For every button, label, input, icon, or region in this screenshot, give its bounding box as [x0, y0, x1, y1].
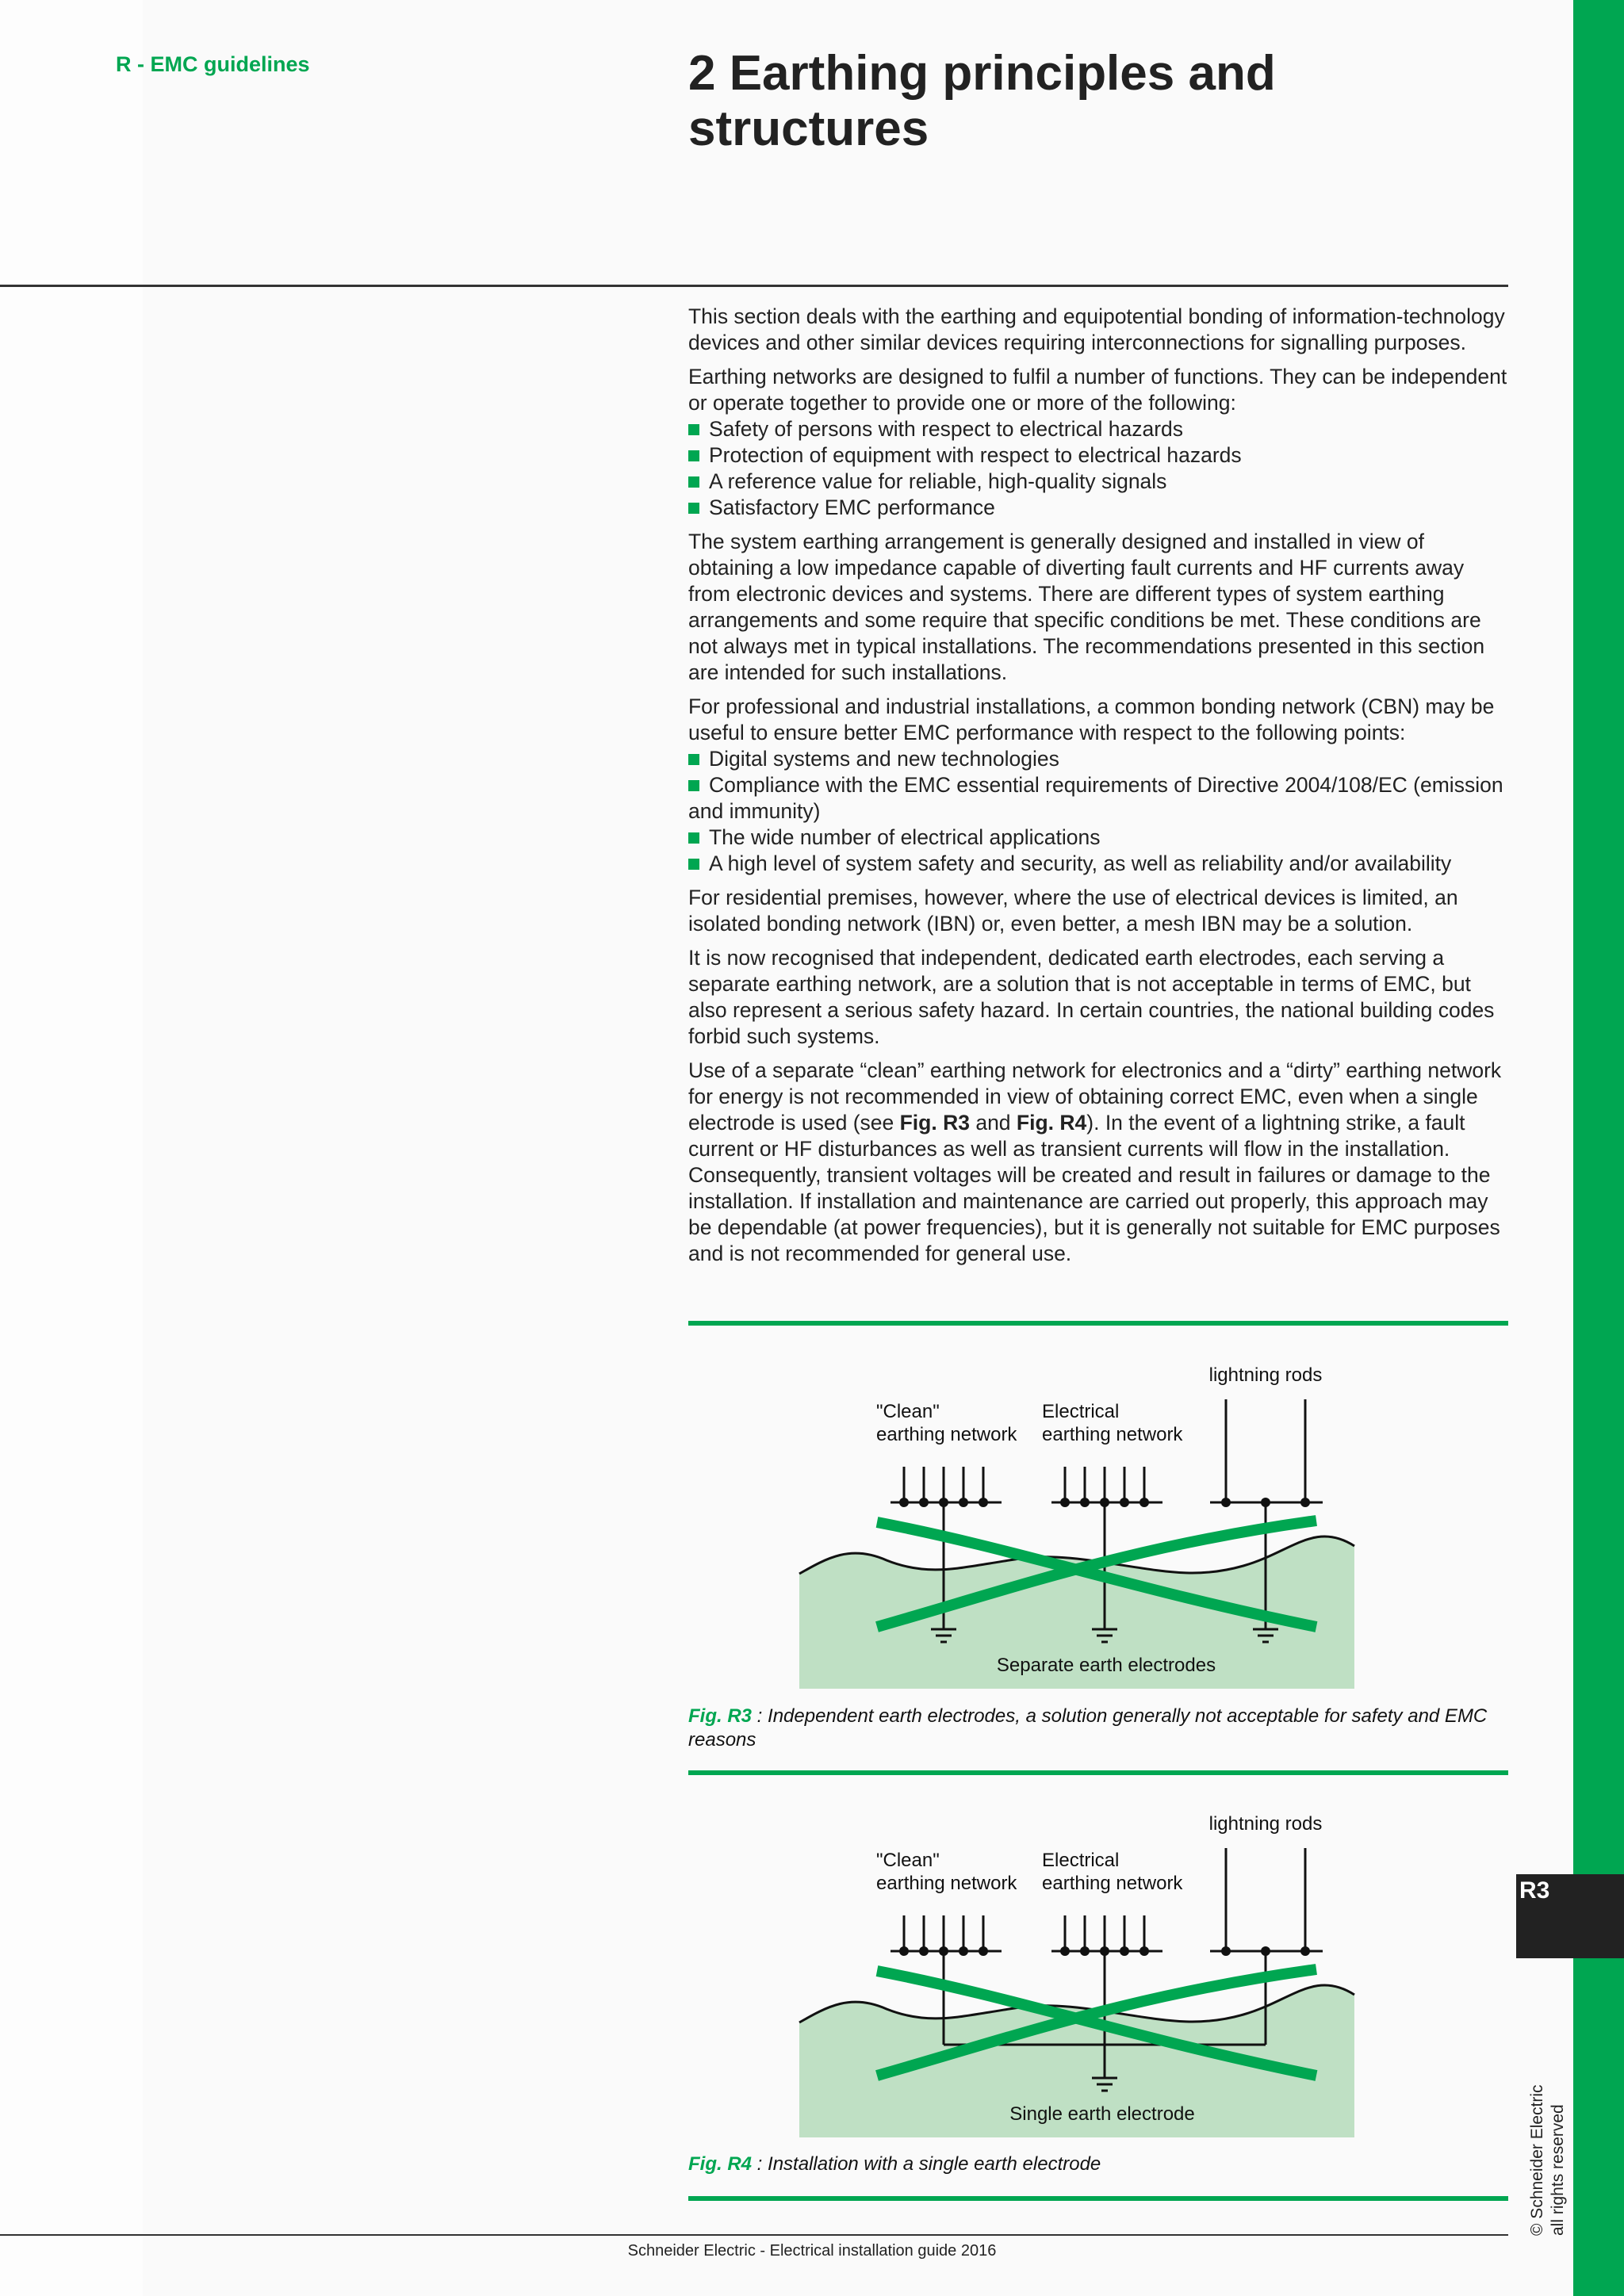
paragraph: Use of a separate “clean” earthing network for electronics and a “dirty” earthing network for energy is not recommended in view of obtaining correct EMC, even when a single electrode is used (see Fig. R3 and Fig. R4). In the event of a lightning strike, a fault current or HF disturbances as well as transient currents will flow in the installation. Consequently, transient voltages will be created and result in failures or damage to the installation. If installation and maintenance are carried out properly, this approach may be dependable (at power frequencies), but it is generally not suitable for EMC purposes and is not recommended for general use. [688, 1058, 1502, 1265]
green-bullet-icon [688, 754, 699, 765]
figure-divider [688, 2196, 1508, 2201]
figure-r4-diagram [688, 1797, 1508, 2137]
ground-label: Separate earth electrodes [996, 1655, 1216, 1676]
figure-number: Fig. R3 [688, 1705, 753, 1727]
paragraph: The system earthing arrangement is generally designed and installed in view of obtaining a low impedance capable of diverting fault currents and HF currents away from electronic devices and systems. There are different types of system earthing arrangements and some require that specific conditions be met. These conditions are not always met in typical installations. The recommendations presented in this section are intended for such installations. [688, 530, 1485, 684]
list-item: A reference value for reliable, high-quality signals [688, 469, 1510, 495]
list-item: The wide number of electrical applications [688, 825, 1510, 851]
body-text [688, 304, 1510, 1275]
list-item: Safety of persons with respect to electrical hazards [688, 416, 1510, 442]
green-bullet-icon [688, 832, 699, 844]
figure-caption: Fig. R3 : Independent earth electrodes, a solution generally not acceptable for safety and EMC reasons [688, 1705, 1488, 1751]
list-item: Digital systems and new technologies [688, 746, 1510, 772]
electrical-network-label: Electrical [1042, 1850, 1120, 1871]
list-item: Protection of equipment with respect to electrical hazards [688, 442, 1510, 469]
green-bullet-icon [688, 424, 699, 435]
figure-r3-diagram [688, 1348, 1508, 1689]
page-footer: Schneider Electric - Electrical installation guide 2016 [627, 2242, 997, 2260]
lightning-rods-label: lightning rods [1208, 1813, 1323, 1835]
page-title: 2 Earthing principles and structures [688, 46, 1276, 156]
paragraph: For residential premises, however, where the use of electrical devices is limited, an isolated bonding network (IBN) or, even better, a mesh IBN may be a solution. [688, 886, 1458, 936]
green-bullet-icon [688, 503, 699, 514]
green-bullet-icon [688, 476, 699, 488]
clean-network-label: "Clean" [876, 1850, 940, 1871]
electrical-network-label: earthing network [1042, 1873, 1183, 1894]
list-item: Satisfactory EMC performance [688, 495, 1510, 521]
copyright-notice: © Schneider Electric all rights reserved [1528, 2084, 1567, 2236]
electrical-network-label: earthing network [1042, 1424, 1183, 1445]
list-item: Compliance with the EMC essential requirements of Directive 2004/108/EC (emission and immunity) [688, 773, 1503, 823]
figure-divider [688, 1770, 1508, 1775]
green-bullet-icon [688, 780, 699, 791]
clean-network-label: "Clean" [876, 1401, 940, 1422]
electrical-network-label: Electrical [1042, 1401, 1120, 1422]
header-divider [0, 285, 1508, 287]
paragraph [688, 364, 1510, 416]
paragraph: This section deals with the earthing and equipotential bonding of information-technology devices and other similar devices requiring interconnections for signalling purposes. [688, 304, 1505, 354]
section-label: R - EMC guidelines [116, 52, 310, 76]
page-number-tab [1516, 1874, 1624, 1958]
figure-number: Fig. R4 [688, 2153, 753, 2175]
paragraph: It is now recognised that independent, dedicated earth electrodes, each serving a separate earthing network, are a solution that is not acceptable in terms of EMC, but also represent a serious safety hazard. In certain countries, the national building codes forbid such systems. [688, 946, 1495, 1048]
left-margin [0, 0, 143, 2296]
green-bullet-icon [688, 859, 699, 870]
figure-caption: Fig. R4 : Installation with a single earth electrode [688, 2153, 1101, 2175]
clean-network-label: earthing network [876, 1424, 1017, 1445]
footer-divider [0, 2234, 1508, 2236]
paragraph-text: Earthing networks are designed to fulfil a number of functions. They can be independent or operate together to provide one or more of the following: [688, 365, 1507, 415]
figure-divider [688, 1321, 1508, 1326]
lightning-rods-label: lightning rods [1208, 1364, 1323, 1386]
clean-network-label: earthing network [876, 1873, 1017, 1894]
green-bullet-icon [688, 450, 699, 461]
page-number: R3 [1519, 1877, 1550, 1904]
paragraph: For professional and industrial installations, a common bonding network (CBN) may be useful to ensure better EMC performance with respect to the following points: [688, 695, 1495, 744]
list-item: A high level of system safety and security, as well as reliability and/or availability [688, 851, 1510, 877]
figure-reference: Fig. R3 [899, 1111, 970, 1135]
ground-label: Single earth electrode [1009, 2103, 1195, 2125]
figure-reference: Fig. R4 [1016, 1111, 1087, 1135]
